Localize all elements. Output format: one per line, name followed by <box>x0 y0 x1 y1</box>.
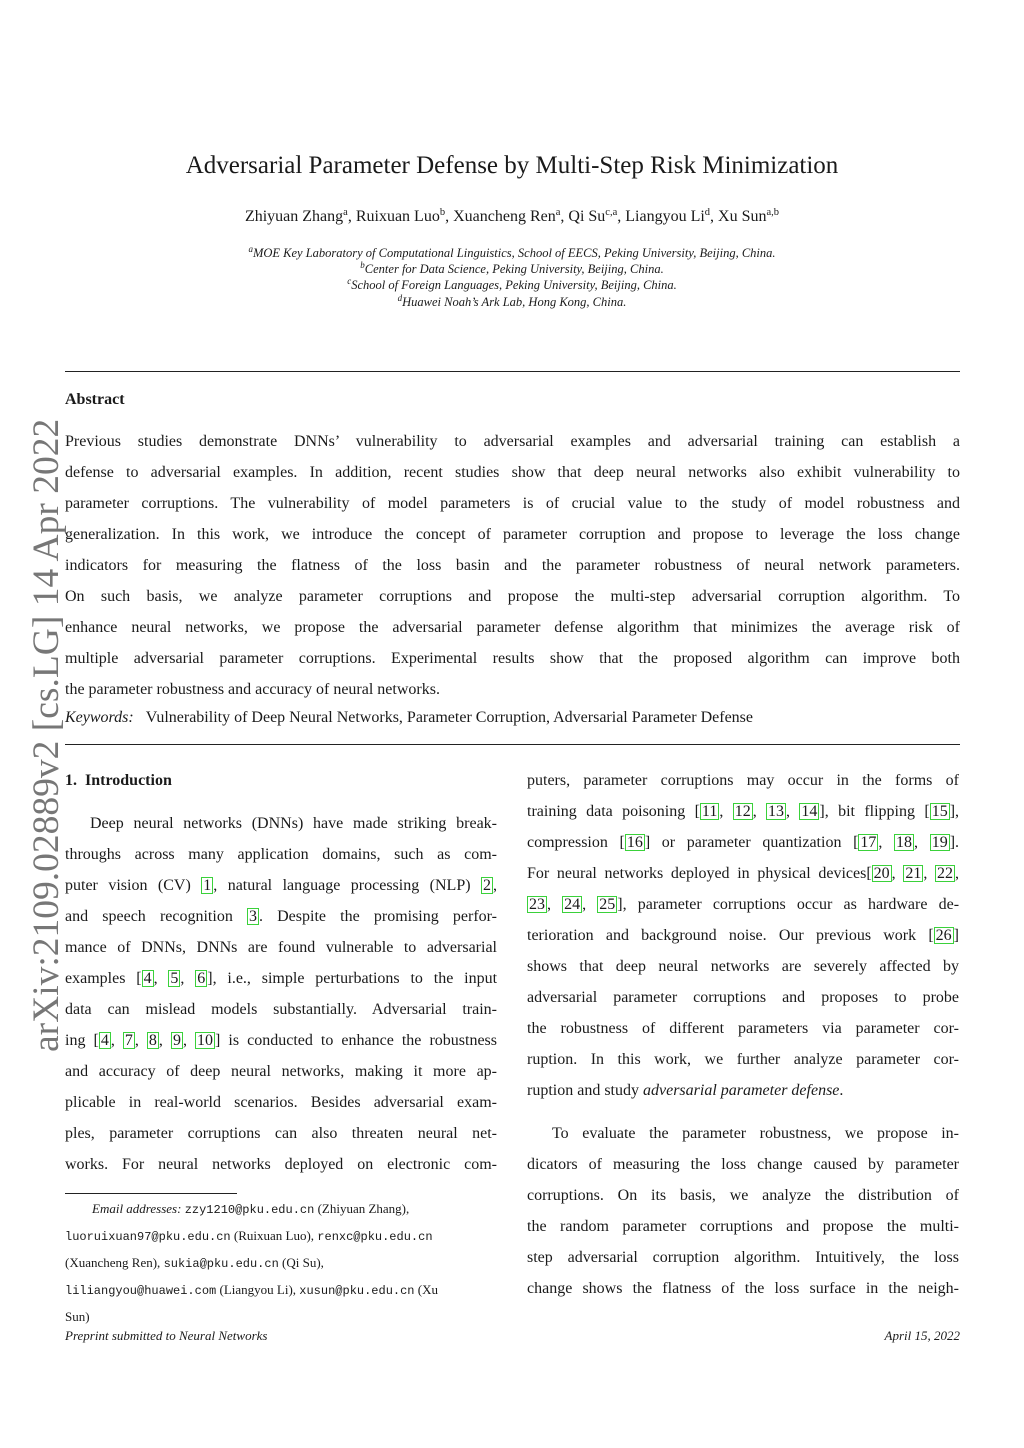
footer-date: April 15, 2022 <box>884 1328 960 1343</box>
footer-preprint-note: Preprint submitted to Neural Networks <box>65 1328 268 1343</box>
citation-link: 17 <box>860 834 877 851</box>
body-text-line: compression [ 16 ] or parameter quantization [ 17 , 18 , 19 ]. <box>527 834 960 851</box>
body-text-line: ples, parameter corruptions can also threaten neural net- <box>65 1125 497 1142</box>
footnote-line: Email addresses: zzy1210@pku.edu.cn (Zhiyuan Zhang), <box>92 1201 410 1217</box>
footnote-label: Email addresses: <box>92 1201 185 1216</box>
author-affil-mark: b <box>439 207 446 218</box>
body-text-line: ing [ 4 , 7 , 8 , 9 , 10 ] is conducted to enhance the robustness <box>65 1032 497 1049</box>
affiliation-list <box>0 245 1024 310</box>
abstract-line: defense to adversarial examples. In addition, recent studies show that deep neural networks also exhibit vulnerability to <box>65 464 960 481</box>
body-text-line: the random parameter corruptions and propose the multi- <box>527 1218 959 1235</box>
affiliation-mark: d <box>397 292 403 303</box>
citation-link: 9 <box>172 1032 181 1049</box>
body-text-line: change shows the flatness of the loss surface in the neigh- <box>527 1280 959 1297</box>
citation-link: 2 <box>483 877 492 894</box>
keywords <box>65 707 960 729</box>
email-address: liliangyou@huawei.com <box>65 1284 217 1298</box>
author-name: Zhiyuan Zhang <box>244 208 344 225</box>
author-list: Zhiyuan Zhang$^a$, Ruixuan Luo$^b$, Xuancheng Ren$^a$, Qi Su$^{c,a}$, Liangyou Li$^d$, Xu Sun$^{a,b}$ <box>244 207 780 225</box>
author-affil-mark: c,a <box>605 207 618 218</box>
email-address: zzy1210@pku.edu.cn <box>184 1203 315 1217</box>
affiliation <box>0 261 1024 277</box>
affiliation <box>0 294 1024 310</box>
abstract-line: On such basis, we analyze parameter corruptions and propose the multi-step adversarial corruption algorithm. To <box>65 588 960 605</box>
right-column <box>527 765 959 1304</box>
body-text-line: and accuracy of deep neural networks, making it more ap- <box>65 1063 497 1080</box>
body-text-line: plicable in real-world scenarios. Besides adversarial exam- <box>65 1094 497 1111</box>
body-text-line: Deep neural networks (DNNs) have made striking break- <box>90 815 497 832</box>
email-address: luoruixuan97@pku.edu.cn <box>65 1230 231 1244</box>
affiliation-mark: c <box>347 276 352 287</box>
affiliation-text: School of Foreign Languages, Peking University, Beijing, China. <box>351 278 677 293</box>
citation-link: 6 <box>197 970 206 987</box>
body-text-line: and speech recognition 3 . Despite the promising perfor- <box>65 908 497 925</box>
citation-link: 7 <box>124 1032 133 1049</box>
keywords-text: Vulnerability of Deep Neural Networks, Parameter Corruption, Adversarial Parameter Defense <box>145 709 753 726</box>
body-text-line: step adversarial corruption algorithm. Intuitively, the loss <box>527 1249 959 1266</box>
body-text-line: adversarial parameter corruptions and proposes to probe <box>527 989 959 1006</box>
email-address: renxc@pku.edu.cn <box>317 1230 433 1244</box>
email-address: sukia@pku.edu.cn <box>163 1257 279 1271</box>
footnote-line: (Xuancheng Ren), sukia@pku.edu.cn (Qi Su), <box>65 1255 324 1271</box>
body-text-line: examples [ 4 , 5 , 6 ], i.e., simple perturbations to the input <box>65 970 498 987</box>
citation-link: 10 <box>197 1032 214 1049</box>
citation-link: 8 <box>148 1032 157 1049</box>
citation-link: 20 <box>873 865 890 882</box>
emphasis-text: adversarial parameter defense <box>643 1082 840 1099</box>
abstract-heading: Abstract <box>65 391 125 408</box>
body-text-line: works. For neural networks deployed on electronic com- <box>65 1156 497 1173</box>
abstract-top-rule <box>65 371 960 372</box>
affiliation-text: Huawei Noah’s Ark Lab, Hong Kong, China. <box>402 294 627 309</box>
abstract-text <box>65 426 960 705</box>
introduction-text-right <box>527 765 959 1304</box>
citation-link: 1 <box>203 877 212 894</box>
arxiv-identifier: arXiv:2109.02889v2 [cs.LG] 14 Apr 2022 <box>26 418 67 1052</box>
author-name: Xuancheng Ren <box>453 208 556 225</box>
footnote-line: liliangyou@huawei.com (Liangyou Li), xusun@pku.edu.cn (Xu <box>65 1282 438 1298</box>
affiliation <box>0 277 1024 293</box>
email-address: xusun@pku.edu.cn <box>299 1284 415 1298</box>
abstract-bottom-rule <box>65 744 960 745</box>
citation-link: 25 <box>599 896 616 913</box>
citation-link: 13 <box>768 803 785 820</box>
body-text-line: throughs across many application domains, such as com- <box>65 846 497 863</box>
body-text-line: For neural networks deployed in physical devices[ 20 , 21 , 22 , <box>527 865 960 882</box>
body-text-line: To evaluate the parameter robustness, we propose in- <box>552 1125 959 1142</box>
introduction-text-left <box>65 808 497 1180</box>
footnote-line: luoruixuan97@pku.edu.cn (Ruixuan Luo), renxc@pku.edu.cn <box>65 1228 433 1244</box>
citation-link: 18 <box>896 834 913 851</box>
body-text-line: terioration and background noise. Our previous work [ 26 ] <box>527 927 959 944</box>
citation-link: 16 <box>626 834 643 851</box>
citation-link: 23 <box>529 896 545 913</box>
email-footnote <box>65 1196 485 1329</box>
body-text-line: ruption. In this work, we further analyze parameter cor- <box>527 1051 959 1068</box>
section-heading <box>65 765 497 796</box>
citation-link: 26 <box>935 927 952 944</box>
author-affil-mark: a <box>343 207 348 218</box>
body-text-line: dicators of measuring the loss change caused by parameter <box>527 1156 959 1173</box>
citation-link: 4 <box>100 1032 109 1049</box>
abstract-line: multiple adversarial parameter corruptions. Experimental results show that the proposed algorithm can improve both <box>65 650 960 667</box>
affiliation <box>0 245 1024 261</box>
affiliation-text: MOE Key Laboratory of Computational Linguistics, School of EECS, Peking University, Beijing, China. <box>252 246 776 260</box>
abstract-line: parameter corruptions. The vulnerability of model parameters is of crucial value to the study of model robustness and <box>65 495 960 512</box>
citation-link: 15 <box>931 803 948 820</box>
abstract-line: generalization. In this work, we introduce the concept of parameter corruption and propose to leverage the loss change <box>65 526 960 543</box>
citation-link: 14 <box>801 803 818 820</box>
body-text-line: puter vision (CV) 1 , natural language processing (NLP) 2 , <box>65 877 498 894</box>
footnote-line: Sun) <box>65 1309 90 1324</box>
body-text-line: mance of DNNs, DNNs are found vulnerable to adversarial <box>65 939 497 956</box>
citation-link: 24 <box>564 896 581 913</box>
author-affil-mark: a,b <box>766 207 780 218</box>
body-text-line: 23 , 24 , 25 ], parameter corruptions occur as hardware de- <box>529 896 960 913</box>
author-affil-mark: d <box>704 207 711 218</box>
body-text-line: ruption and study adversarial parameter defense. <box>527 1082 844 1099</box>
citation-link: 11 <box>701 803 718 820</box>
citation-link: 5 <box>170 970 179 987</box>
affiliation-mark: b <box>360 260 365 271</box>
body-text-line: puters, parameter corruptions may occur in the forms of <box>527 772 959 789</box>
citation-link: 12 <box>734 803 751 820</box>
affiliation-text: Center for Data Science, Peking University, Beijing, China. <box>364 262 664 277</box>
section-number: 1. <box>65 772 77 789</box>
section-title: Introduction <box>85 772 172 789</box>
author-name: Xu Sun <box>718 208 767 225</box>
author-name: Liangyou Li <box>625 208 705 225</box>
body-text-line: the robustness of different parameters via parameter cor- <box>527 1020 959 1037</box>
citation-link: 21 <box>905 865 922 882</box>
author-affil-mark: a <box>555 207 561 218</box>
affiliation-mark: a <box>248 244 253 254</box>
keywords-label: Keywords: <box>65 709 134 726</box>
abstract-line: enhance neural networks, we propose the adversarial parameter defense algorithm that minimizes the average risk of <box>65 619 960 636</box>
author-name: Qi Su <box>568 208 606 225</box>
body-text-line: training data poisoning [ 11 , 12 , 13 , 14 ], bit flipping [ 15 ], <box>527 803 960 820</box>
abstract-line: the parameter robustness and accuracy of neural networks. <box>65 681 440 698</box>
author-name: Ruixuan Luo <box>355 208 440 225</box>
left-column <box>65 765 497 1180</box>
citation-link: 22 <box>937 865 954 882</box>
abstract-line: indicators for measuring the flatness of the loss basin and the parameter robustness of neural network parameters. <box>65 557 960 574</box>
abstract-line: Previous studies demonstrate DNNs’ vulnerability to adversarial examples and adversarial training can establish a <box>65 433 960 450</box>
paper-title: Adversarial Parameter Defense by Multi-Step Risk Minimization <box>185 152 839 179</box>
citation-link: 4 <box>143 970 152 987</box>
footnote-rule <box>65 1193 237 1194</box>
body-text-line: shows that deep neural networks are severely affected by <box>527 958 959 975</box>
body-text-line: data can mislead models substantially. Adversarial train- <box>65 1001 497 1018</box>
body-text-line: corruptions. On its basis, we analyze the distribution of <box>527 1187 959 1204</box>
citation-link: 19 <box>931 834 948 851</box>
citation-link: 3 <box>248 908 257 925</box>
